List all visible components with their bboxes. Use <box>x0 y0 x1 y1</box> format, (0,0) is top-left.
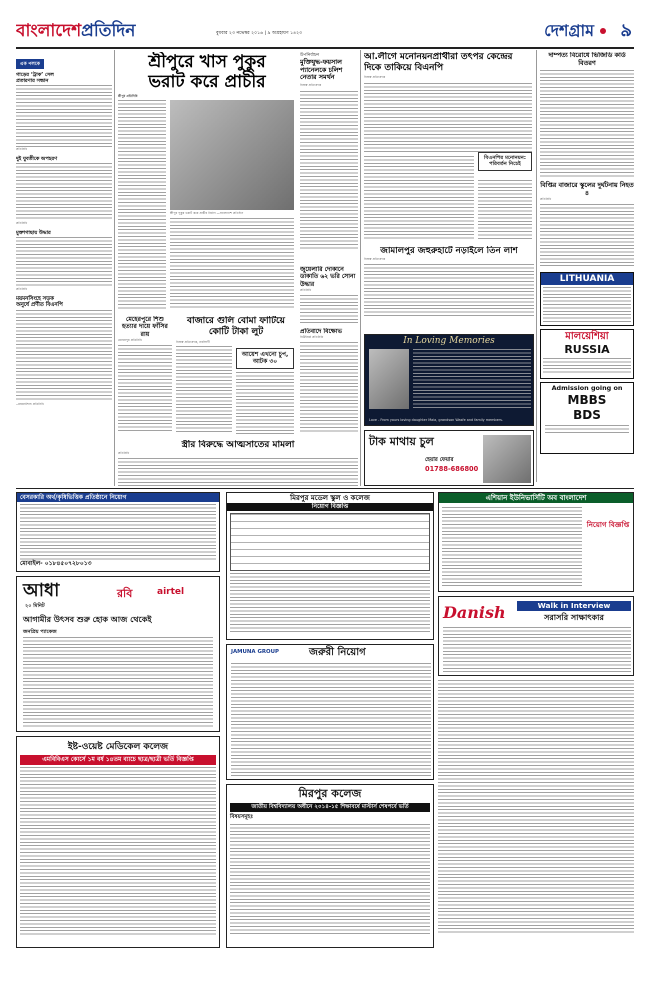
lead-body-left <box>118 100 166 310</box>
top-right-inset: বিএনপির মনোনয়ন: পরিবর্তন নিচেই <box>478 152 532 171</box>
jamuna-ad <box>226 644 434 780</box>
brief-item <box>16 296 112 408</box>
center-kicker: উপনির্বাচন <box>300 53 319 58</box>
brief-item <box>16 72 112 153</box>
top-right-headline: আ.লীগে মনোনয়নপ্রার্থীরা তৎপর কেন্দ্রের দিকে তাকিয়ে বিএনপি <box>364 52 513 73</box>
center-story <box>300 52 358 264</box>
jamuna-title: জরুরী নিয়োগ <box>309 647 366 658</box>
agri-title: বেসরকারি অর্থ/কৃষিভিত্তিক প্রতিষ্ঠানে নিয়োগ <box>17 493 219 502</box>
danish-details <box>438 680 634 934</box>
school-byline: প্রতিনিধি <box>540 197 552 202</box>
memorial-ad <box>364 334 534 426</box>
brief-title: ময়মনসিংহে সড়ক <box>16 296 54 302</box>
jamalpur-story <box>364 246 534 330</box>
jeweler-body <box>300 295 358 324</box>
asian-university-ad <box>438 492 634 592</box>
admission-ad <box>540 382 634 454</box>
russia-title: RUSSIA <box>564 343 610 357</box>
airtel-price: ২০ মিনিট <box>25 603 45 609</box>
jeweler-byline: প্রতিনিধি <box>300 288 312 293</box>
school-headline: বিপ্তির বাজারে স্কুলের দুর্ঘটনায় নিহত ৪ <box>540 181 634 197</box>
memorial-title: In Loving Memories <box>403 336 495 346</box>
lithuania-ad <box>540 272 634 326</box>
meherpur-byline: মেহেরপুর প্রতিনিধি <box>118 338 142 343</box>
airtel-logo-robi: রবি <box>117 587 133 600</box>
top-right-byline: নিজস্ব প্রতিবেদক <box>364 75 386 79</box>
section-title: দেশগ্রাম <box>544 21 594 40</box>
top-right-story <box>364 52 532 242</box>
mirpur-college-title: মিরপুর কলেজ <box>298 787 362 800</box>
lead-byline: শ্রীপুর প্রতিনিধি <box>118 94 138 98</box>
center-headline: মুক্তিযুদ্ধ-ফয়সাল প্যানেলকে চলিশ নেতার সমর্থন <box>300 58 343 82</box>
jeweler-story <box>300 266 358 324</box>
brief-body <box>16 85 112 147</box>
column-divider <box>536 50 537 482</box>
wife-byline: প্রতিনিধি <box>118 451 130 455</box>
asian-title: এশিয়ান ইউনিভার্সিটি অব বাংলাদেশ <box>439 493 633 503</box>
brief-title: দুই যুবতীকে অপহরণ <box>16 156 58 162</box>
protest-byline: নিউইয়র্ক প্রতিনিধি <box>300 335 324 340</box>
mirpur-model-niyog: নিয়োগ বিজ্ঞপ্তি <box>227 503 433 511</box>
brief-title: মুক্তাগাছায় উদ্ধার <box>16 230 51 236</box>
brief-byline: প্রতিনিধি <box>16 221 28 225</box>
top-right-body-left <box>364 156 474 240</box>
wife-story <box>118 440 358 486</box>
column-divider <box>114 50 115 486</box>
meherpur-story <box>118 316 172 436</box>
bazar-body-right <box>236 372 294 434</box>
eastwest-title: ইষ্ট-ওয়েষ্ট মেডিকেল কলেজ <box>67 742 169 752</box>
jamalpur-body <box>364 264 534 316</box>
mbbs-text: MBBS <box>567 393 607 408</box>
column-divider <box>360 50 361 486</box>
brief-byline: --ময়মনসিংহ প্রতিনিধি <box>16 401 44 406</box>
memorial-photo <box>369 349 409 409</box>
protest-body <box>300 342 358 434</box>
brief-body <box>16 237 112 287</box>
asian-niyog: নিয়োগ বিজ্ঞপ্তি <box>586 521 630 529</box>
side-headline: দাম্পত্য বিরোধে ভিজিডি কার্ড বিতরণ <box>548 52 626 67</box>
section-rule <box>16 488 634 489</box>
danish-intro <box>443 627 631 673</box>
lead-photo <box>170 100 294 210</box>
masthead-rule <box>16 47 634 49</box>
danish-title2: সরাসরি সাক্ষাৎকার <box>544 613 604 622</box>
brief-body <box>16 163 112 221</box>
briefs-tag: এক পলকে <box>16 59 44 69</box>
wife-headline: স্ত্রীর বিরুদ্ধে আত্মসাতের মামলা <box>181 440 295 450</box>
brief-subtitle: অনুর্ধে প্রণীত বিএনপি <box>16 302 63 309</box>
danish-title1: Walk in Interview <box>517 601 631 611</box>
protest-story <box>300 328 358 436</box>
hair-brand: হেয়ার ফেয়ার <box>425 457 454 463</box>
brief-title: গাড়ের ‘ট্রাক’ সেল <box>16 72 54 78</box>
hair-title: টাক মাথায় চুল <box>369 435 434 448</box>
brief-subtitle: প্রতারণার সন্ধান <box>16 78 49 84</box>
mirpur-college-ad <box>226 784 434 948</box>
brief-byline: প্রতিনিধি <box>16 287 28 291</box>
russia-details <box>543 358 631 374</box>
jamalpur-byline: নিজস্ব প্রতিবেদক <box>364 256 386 261</box>
jamuna-body <box>231 663 431 777</box>
airtel-body <box>23 637 213 729</box>
malaysia-ad <box>540 329 634 379</box>
lead-headline-line1: শ্রীপুরে খাস পুকুর <box>148 52 266 72</box>
protest-headline: প্রতিবাদে বিক্ষোভ <box>300 328 342 335</box>
bullet-dot <box>600 28 606 34</box>
meherpur-body <box>118 345 172 431</box>
lead-story <box>118 52 296 312</box>
hair-phone: 01788-686800 <box>425 465 479 473</box>
eastwest-admission: এমবিবিএস কোর্সে ১ম বর্ষ ১৪তম ব্যাচে ছাত্র/ছাত্রী ভর্তি বিজ্ঞপ্তি <box>20 755 216 765</box>
bazar-body-left <box>176 346 232 434</box>
lead-headline-line2: ভরাট করে প্রাচীর <box>148 72 266 92</box>
agri-phone: মোবাইল- ০১৮৪৫০৭২৮০১৩ <box>20 560 92 567</box>
eastwest-ad <box>16 736 220 948</box>
hair-photo <box>483 435 531 483</box>
lithuania-details <box>543 287 631 323</box>
mirpur-college-body <box>230 824 430 934</box>
logo-part2: প্রতিদিন <box>81 21 136 41</box>
jamalpur-headline: জামালপুর জহুরুহাটে নড়াইলে তিন লাশ <box>380 246 518 256</box>
briefs-column <box>16 50 112 486</box>
wife-body <box>118 458 358 486</box>
top-right-body <box>364 83 532 153</box>
hair-ad <box>364 430 534 486</box>
bazar-headline: বাজারে গুলি বোমা ফাটিয়ে কোটি টাকা লুট <box>187 316 285 337</box>
mirpur-college-sub: জাতীয় বিশ্ববিদ্যালয় অধীনে ২০১৪-১৫ শিক্ষাবর্ষে মাস্টার্স শেষপর্বে ভর্তি <box>230 803 430 812</box>
page-number: ৯ <box>620 20 632 41</box>
airtel-tagline: আগামীর উৎসব শুরু হোক আজ থেকেই <box>23 615 152 624</box>
meherpur-headline: মেহেরপুরে শিশু হত্যার দায়ে ফাঁসির রায় <box>122 316 168 338</box>
bazar-inset: আয়েশ এখনো চুপ, আটক ৩০ <box>236 348 294 369</box>
date-line: বুধবার ২৩ নভেম্বর ২০১৬ | ৯ অগ্রহায়ণ ১৪২৩ <box>216 31 303 36</box>
top-right-body-right <box>478 180 532 240</box>
agri-body <box>20 504 216 560</box>
bazar-byline: নিজস্ব প্রতিবেদক, নরসিংদী <box>176 340 210 344</box>
memorial-body <box>413 349 531 409</box>
center-byline: নিজস্ব প্রতিবেদক <box>300 82 322 87</box>
admission-title: Admission going on <box>551 384 623 393</box>
malaysia-title: মালয়েশিয়া <box>565 331 609 343</box>
jeweler-headline: জুয়েলারি দোকানে ডাকাতি ৬২ ভরি সোনা উদ্ধার <box>300 266 356 288</box>
mirpur-model-body <box>230 573 430 633</box>
lithuania-title: LITHUANIA <box>541 273 633 285</box>
right-strip <box>540 52 634 482</box>
brief-byline: প্রতিনিধি <box>16 147 28 151</box>
airtel-ad <box>16 576 220 732</box>
mirpur-model-title: মিরপুর মডেল স্কুল ও কলেজ <box>290 494 370 502</box>
lead-body-right <box>170 218 294 310</box>
bazar-story <box>176 316 296 436</box>
brief-item <box>16 156 112 227</box>
side-body <box>540 70 634 178</box>
airtel-logo: airtel <box>157 587 185 597</box>
jamuna-logo: JAMUNA GROUP <box>231 649 279 655</box>
brief-body <box>16 310 112 402</box>
eastwest-body <box>20 767 216 935</box>
newspaper-logo <box>16 20 135 42</box>
brief-item <box>16 230 112 293</box>
masthead <box>16 20 636 46</box>
danish-ad <box>438 596 634 676</box>
airtel-brand: আধা <box>23 580 60 601</box>
bds-text: BDS <box>573 408 601 423</box>
airtel-sub: জনপ্রিয় প্যাকেজ <box>23 629 57 635</box>
mirpur-model-ad <box>226 492 434 640</box>
center-body <box>300 91 358 251</box>
memorial-footer: Love - From yours loving daughter Maia, grandson Wasfe and family members. <box>369 418 503 422</box>
school-body <box>540 204 634 268</box>
danish-logo: Danish <box>443 603 506 622</box>
mirpur-model-table <box>230 513 430 571</box>
mirpur-college-sub2: বিষয়সমূহঃ <box>230 814 253 821</box>
logo-part1: বাংলাদেশ <box>16 21 82 41</box>
lead-photo-caption: শ্রীপুর পুকুর ভরাট করে প্রাচীর নির্মাণ —বাংলাদেশ প্রতিদিন <box>170 211 244 215</box>
agri-ad <box>16 492 220 572</box>
admission-contact <box>545 425 629 435</box>
danish-body <box>438 680 634 938</box>
asian-body <box>442 507 582 587</box>
